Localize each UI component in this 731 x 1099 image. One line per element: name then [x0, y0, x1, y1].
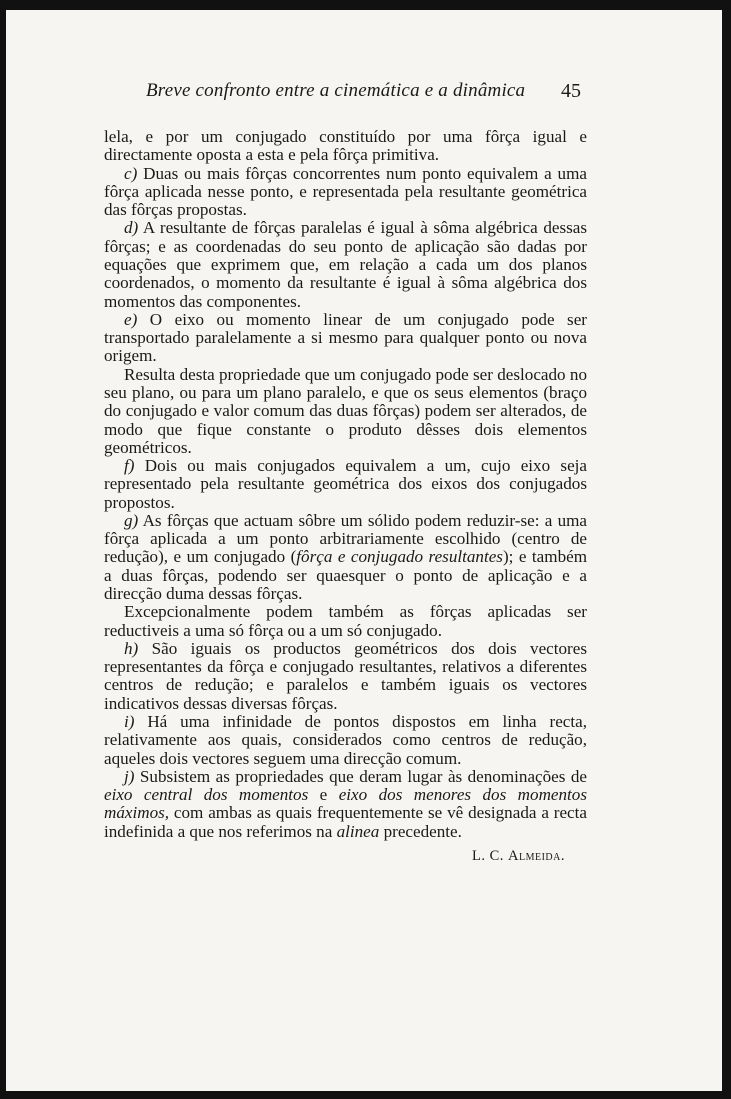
author-initials: L. C.	[471, 847, 504, 864]
paragraph	[104, 457, 587, 512]
italic-text: eixo central dos momentos	[104, 785, 309, 805]
italic-text: i)	[124, 712, 135, 731]
italic-text: f)	[124, 456, 135, 476]
text-run: As fôrças que actuam sôbre um sólido podem reduzir-se: a uma fôrça aplicada a um ponto arbitrariamente escolhido (centro de redução), e um conjugado (	[104, 510, 587, 567]
paragraph	[104, 311, 587, 366]
italic-text: c)	[124, 163, 138, 183]
paragraph	[104, 165, 587, 220]
paragraph	[104, 128, 587, 165]
text-run: e	[308, 785, 339, 805]
paragraph	[104, 768, 587, 841]
italic-text: alinea	[336, 821, 380, 841]
italic-text: e)	[124, 309, 138, 329]
text-run: Duas ou mais fôrças concorrentes num ponto equivalem a uma fôrça aplicada nesse ponto, e representada pela resultante geométrica das fôrças propostas.	[104, 163, 587, 220]
body-text	[104, 128, 587, 865]
text-run: precedente.	[379, 821, 462, 841]
text-run: São iguais os productos geométricos dos dois vectores representantes da fôrça e conjugado resultantes, relativos a diferentes centros de redução; e paralelos e também iguais os vectores indicativos dessas diversas fôrças.	[104, 638, 587, 713]
italic-text: d)	[124, 218, 139, 238]
text-run: Dois ou mais conjugados equivalem a um, cujo eixo seja representado pela resultante geométrica dos eixos dos conjugados propostos.	[104, 456, 587, 512]
page-number: 45	[561, 80, 581, 102]
italic-text: eixo dos menores dos momentos máximos,	[104, 785, 587, 823]
text-run: Há uma infinidade de pontos dispostos em linha recta, relativamente aos quais, considerados como centros de redução, aqueles dois vectores seguem uma direcção comum.	[104, 712, 587, 768]
text-run: O eixo ou momento linear de um conjugado pode ser transportado paralelamente a si mesmo para qualquer ponto ou nova origem.	[104, 309, 587, 366]
italic-text: g)	[124, 510, 139, 530]
text-run: A resultante de fôrças paralelas é igual à sôma algébrica dessas fôrças; e as coordenadas do seu ponto de aplicação são dadas por equações que exprimem que, em relação a cada um dos planos coordenados, o momento da resultante é igual à sôma algébrica dos momentos das componentes.	[104, 218, 587, 311]
paragraph	[104, 366, 587, 457]
italic-text: j)	[124, 766, 135, 786]
italic-text: h)	[124, 638, 139, 658]
text-run: Resulta desta propriedade que um conjugado pode ser deslocado no seu plano, ou para um plano paralelo, e que os seus elementos (braço do conjugado e valor comum das duas fôrças) podem ser alterados, de modo que fique constante o produto dêsses dois elementos geométricos.	[104, 364, 587, 457]
author-surname: Almeida.	[508, 847, 565, 864]
text-run: com ambas as quais frequentemente se vê designada a recta indefinida a que nos referimos na	[104, 803, 587, 841]
paragraph	[104, 603, 587, 640]
paragraph	[104, 640, 587, 713]
italic-text: fôrça e conjugado resultantes	[296, 547, 503, 567]
paragraph	[104, 219, 587, 310]
text-run: ); e também a duas fôrças, podendo ser quaesquer o ponto de aplicação e a direcção duma dessas fôrças.	[104, 547, 587, 604]
paragraph	[104, 713, 587, 768]
paragraph	[104, 512, 587, 603]
text-run: lela, e por um conjugado constituído por uma fôrça igual e directamente oposta a esta e pela fôrça primitiva.	[104, 127, 587, 165]
author-signature	[104, 847, 587, 865]
running-head	[6, 78, 722, 108]
text-run: Subsistem as propriedades que deram lugar às denominações de	[134, 766, 587, 786]
text-run: Excepcionalmente podem também as fôrças aplicadas ser reductiveis a uma só fôrça ou a um só conjugado.	[104, 602, 587, 640]
running-title: Breve confronto entre a cinemática e a dinâmica	[146, 80, 526, 101]
